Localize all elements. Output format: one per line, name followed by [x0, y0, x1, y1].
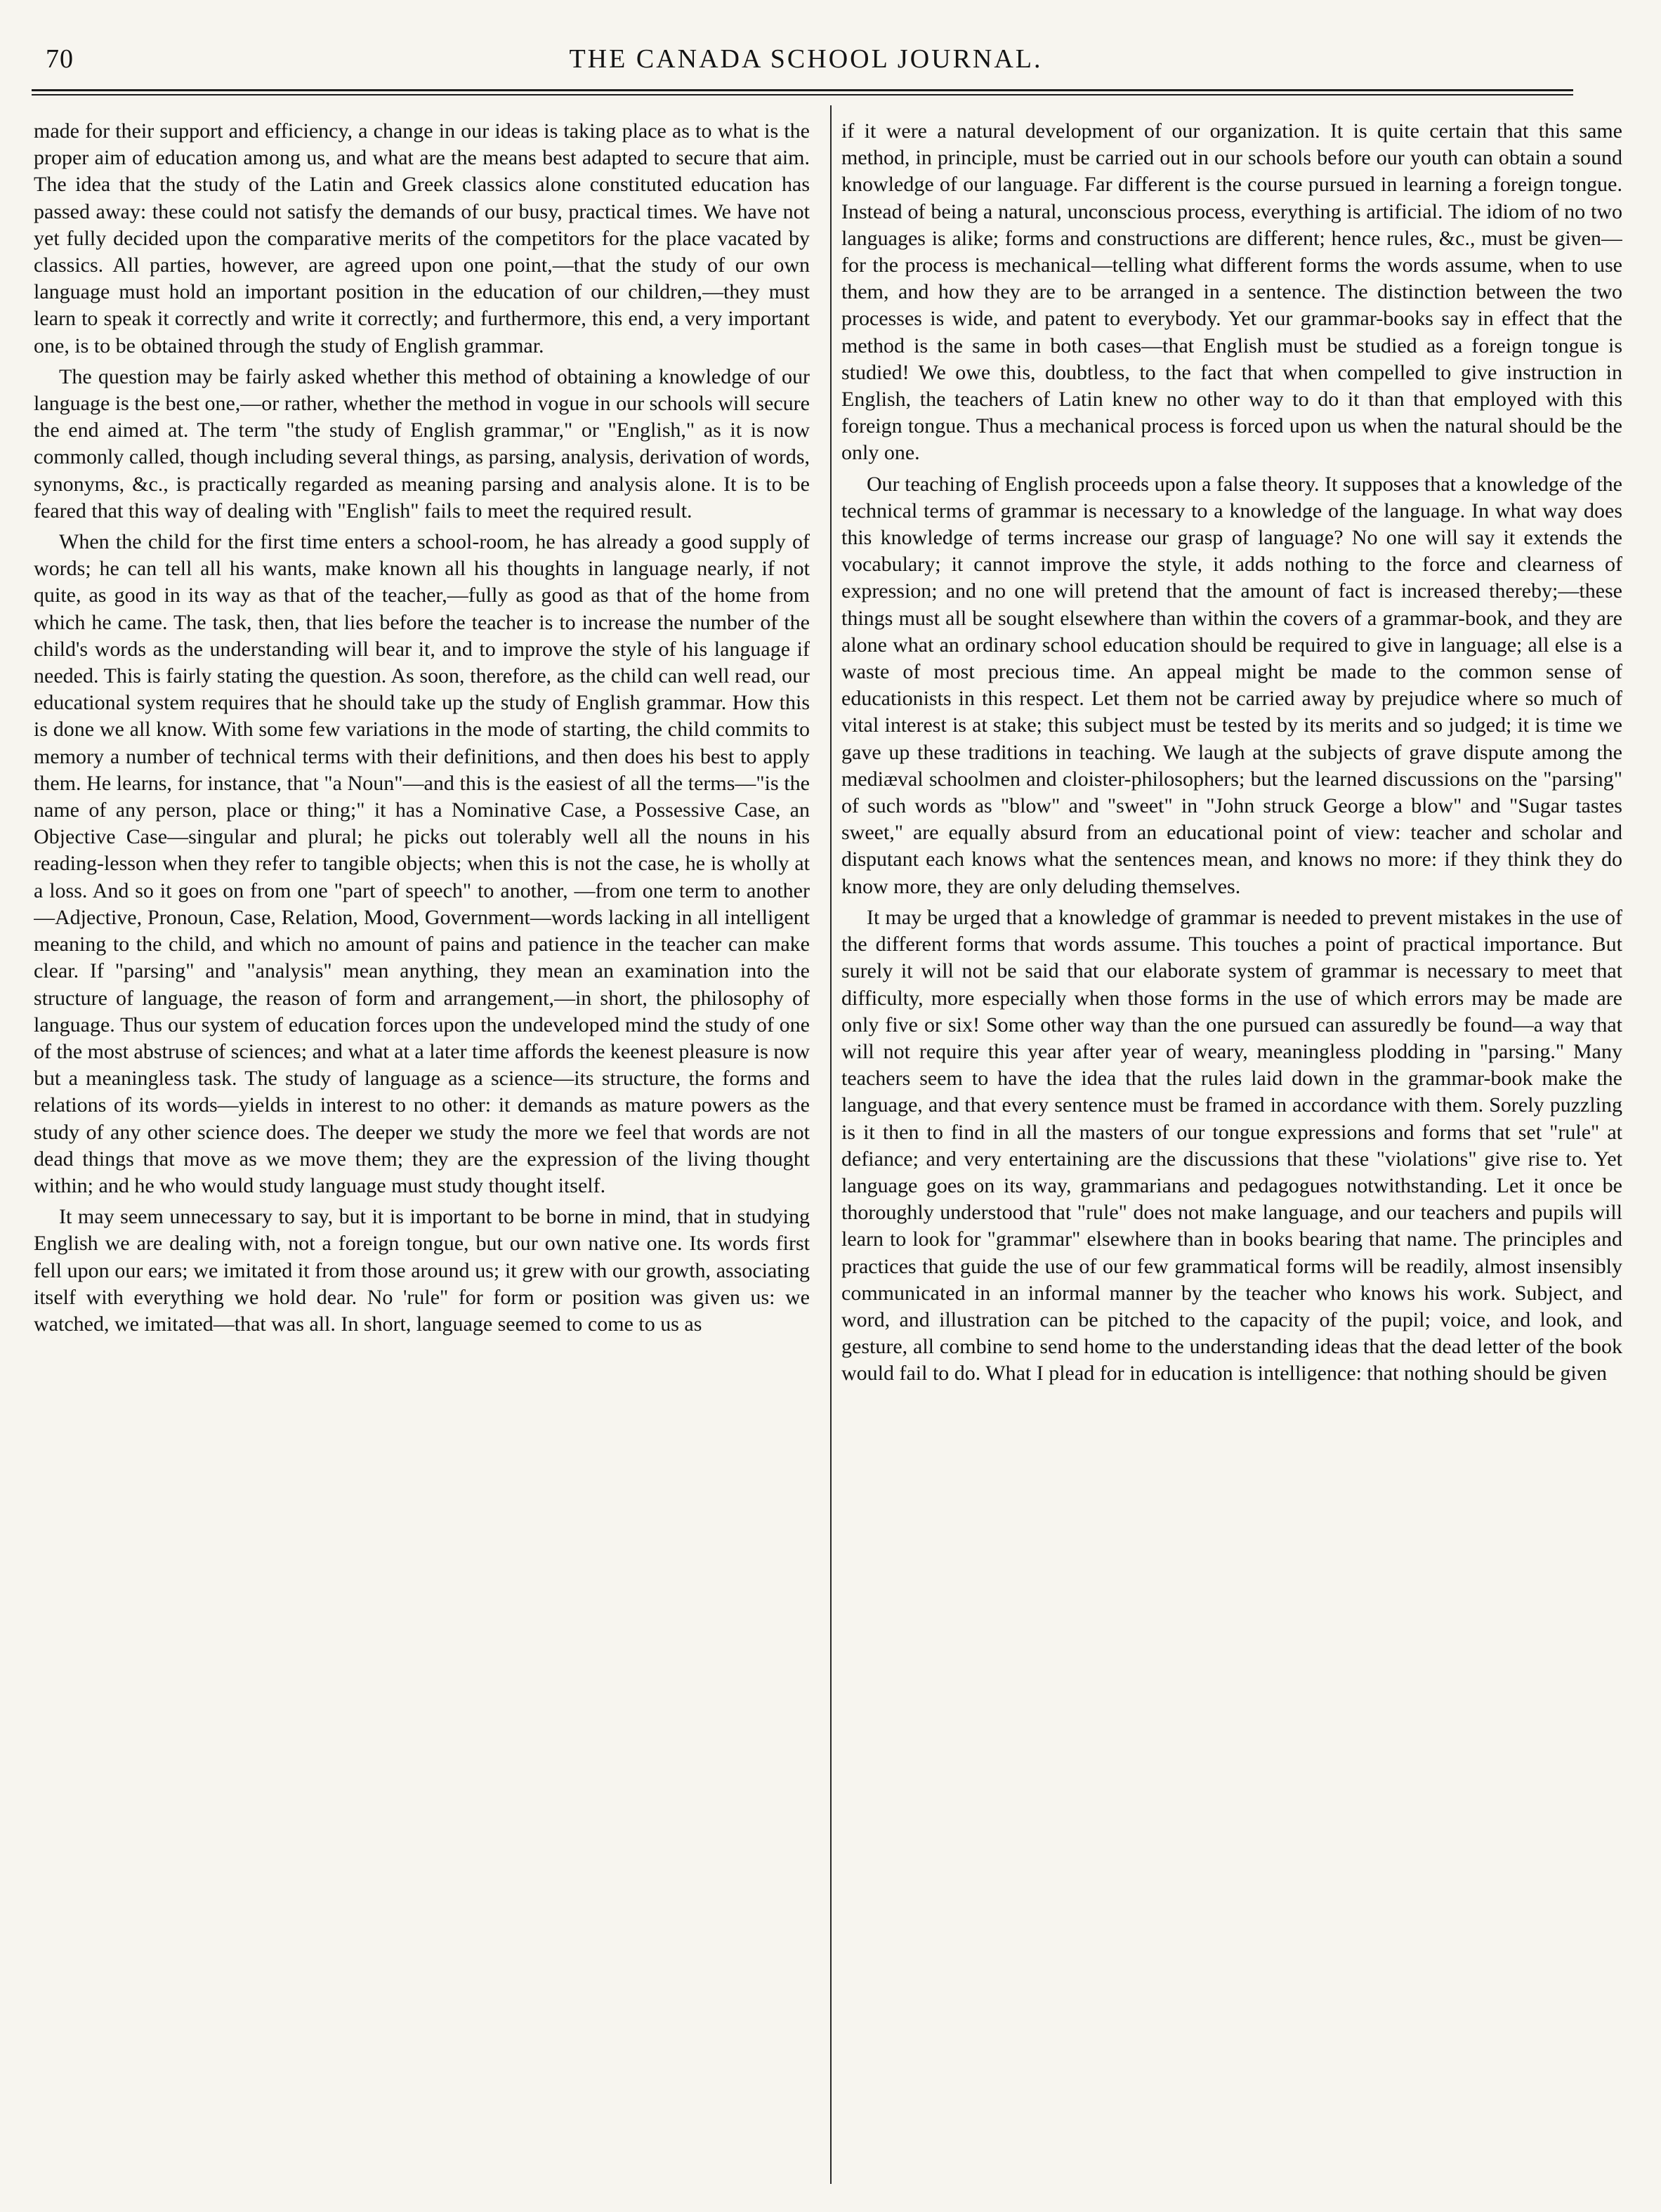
header-rule — [32, 89, 1573, 91]
paragraph: if it were a natural development of our organization. It is quite certain that this same method, in principle, must be carried out in our schools before our youth can obtain a sound knowledge of our language. Far different is the course pursued in learning a foreign tongue. Instead of being a natural, unconscious process, everything is artificial. The idiom of no two languages is alike; forms and constructions are different; hence rules, &c., must be given—for the process is mechanical—telling what different forms the words assume, when to use them, and how they are to be arranged in a sentence. The distinction between the two processes is wide, and patent to everybody. Yet our grammar-books say in effect that the method is the same in both cases—that English must be studied as a foreign tongue is studied! We owe this, doubtless, to the fact that when compelled to give instruction in English, the teachers of Latin knew no other way to do it than that employed with this foreign tongue. Thus a mechanical process is forced upon us when the natural should be the only one. — [841, 119, 1622, 465]
column-divider — [830, 105, 832, 2184]
paragraph: The question may be fairly asked whether this method of obtaining a knowledge of our language is the best one,—or rather, whether the method in vogue in our schools will secure the end aimed at. The term "the study of English grammar," or "English," as it is now commonly called, though including several things, as parsing, analysis, derivation of words, synonyms, &c., is practically regarded as meaning parsing and analysis alone. It is to be feared that this way of dealing with "English" fails to meet the required result. — [34, 364, 810, 522]
left-column — [34, 118, 810, 2190]
journal-title: THE CANADA SCHOOL JOURNAL. — [569, 44, 1043, 74]
paragraph: Our teaching of English proceeds upon a false theory. It supposes that a knowledge of the technical terms of grammar is necessary to a knowledge of the language. In what way does this knowledge of terms increase our grasp of language? No one will say it extends the vocabulary; it cannot improve the style, it adds nothing to the force and clearness of expression; and no one will pretend that the amount of fact is increased thereby;—these things must all be sought elsewhere than within the covers of a grammar-book, and they are alone what an ordinary school education should be required to give in language; all else is a waste of most precious time. An appeal might be made to the common sense of educationists in this respect. Let them not be carried away by prejudice where so much of vital interest is at stake; this subject must be tested by its merits and so judged; it is time we gave up these traditions in teaching. We laugh at the subjects of grave dispute among the mediæval schoolmen and cloister-philosophers; but the learned discussions on the "parsing" of such words as "blow" and "sweet" in "John struck George a blow" and "Sugar tastes sweet," are equally absurd from an educational point of view: teacher and scholar and disputant each knows what the sentences mean, and knows no more: if they think they do know more, they are only deluding themselves. — [841, 472, 1622, 898]
paragraph: made for their support and efficiency, a change in our ideas is taking place as to what is the proper aim of education among us, and what are the means best adapted to secure that aim. The idea that the study of the Latin and Greek classics alone constituted education has passed away: these could not satisfy the demands of our busy, practical times. We have not yet fully decided upon the comparative merits of the competitors for the place vacated by classics. All parties, however, are agreed upon one point,—that the study of our own language must hold an important position in the education of our children,—they must learn to speak it correctly and write it correctly; and furthermore, this end, a very important one, is to be obtained through the study of English grammar. — [34, 119, 810, 357]
page-number: 70 — [46, 44, 74, 74]
paragraph: When the child for the first time enters a school-room, he has already a good supply of words; he can tell all his wants, make known all his thoughts in language nearly, if not quite, as good in its way as that of the teacher,—fully as good as that of the home from which he came. The task, then, that lies before the teacher is to increase the number of the child's words as the understanding will bear it, and to improve the style of his language if needed. This is fairly stating the question. As soon, therefore, as the child can well read, our educational system requires that he should take up the study of English grammar. How this is done we all know. With some few variations in the mode of starting, the child commits to memory a number of technical terms with their definitions, and then does his best to apply them. He learns, for instance, that "a Noun"—and this is the easiest of all the terms—"is the name of any person, place or thing;" it has a Nominative Case, a Possessive Case, an Objective Case—singular and plural; he picks out tolerably well all the nouns in his reading-lesson when they refer to tangible objects; when this is not the case, he is wholly at a loss. And so it goes on from one "part of speech" to another, —from one term to another—Adjective, Pronoun, Case, Relation, Mood, Government—words lacking in all intelligent meaning to the child, and which no amount of pains and patience in the teacher can make clear. If "parsing" and "analysis" mean anything, they mean an examination into the structure of language, the reason of form and arrangement,—in short, the philosophy of language. Thus our system of education forces upon the undeveloped mind the study of one of the most abstruse of sciences; and what at a later time affords the keenest pleasure is now but a meaningless task. The study of language as a science—its structure, the forms and relations of its words—yields in interest to no other: it demands as mature powers as the study of any other science does. The deeper we study the more we feel that words are not dead things that move as we move them; they are the expression of the living thought within; and he who would study language must study thought itself. — [34, 530, 810, 1197]
right-column — [841, 118, 1622, 2190]
paragraph: It may seem unnecessary to say, but it is important to be borne in mind, that in studying English we are dealing with, not a foreign tongue, but our own native one. Its words first fell upon our ears; we imitated it from those around us; it grew with our growth, associating itself with everything we hold dear. No 'rule" for form or position was given us: we watched, we imitated—that was all. In short, language seemed to come to us as — [34, 1205, 810, 1336]
header-rule-secondary — [32, 94, 1573, 96]
page-header — [39, 37, 1573, 79]
paragraph: It may be urged that a knowledge of grammar is needed to prevent mistakes in the use of the different forms that words assume. This touches a point of practical importance. But surely it will not be said that our elaborate system of grammar is necessary to meet that difficulty, more especially when those forms in the use of which errors may be made are only five or six! Some other way than the one pursued can assuredly be found—a way that will not require this year after year of weary, meaningless plodding in "parsing." Many teachers seem to have the idea that the rules laid down in the grammar-book make the language, and that every sentence must be framed in accordance with them. Sorely puzzling is it then to find in all the masters of our tongue expressions and forms that set "rule" at defiance; and very entertaining are the discussions that these "violations" give rise to. Yet language goes on its way, grammarians and pedagogues notwithstanding. Let it once be thoroughly understood that "rule" does not make language, and our teachers and pupils will learn to look for "grammar" elsewhere than in books bearing that name. The principles and practices that guide the use of our few grammatical forms will be readily, almost insensibly communicated in an informal manner by the teacher who knows his work. Subject, and word, and illustration can be pitched to the capacity of the pupil; voice, and look, and gesture, all combine to send home to the understanding ideas that the dead letter of the book would fail to do. What I plead for in education is intelligence: that nothing should be given — [841, 905, 1622, 1385]
